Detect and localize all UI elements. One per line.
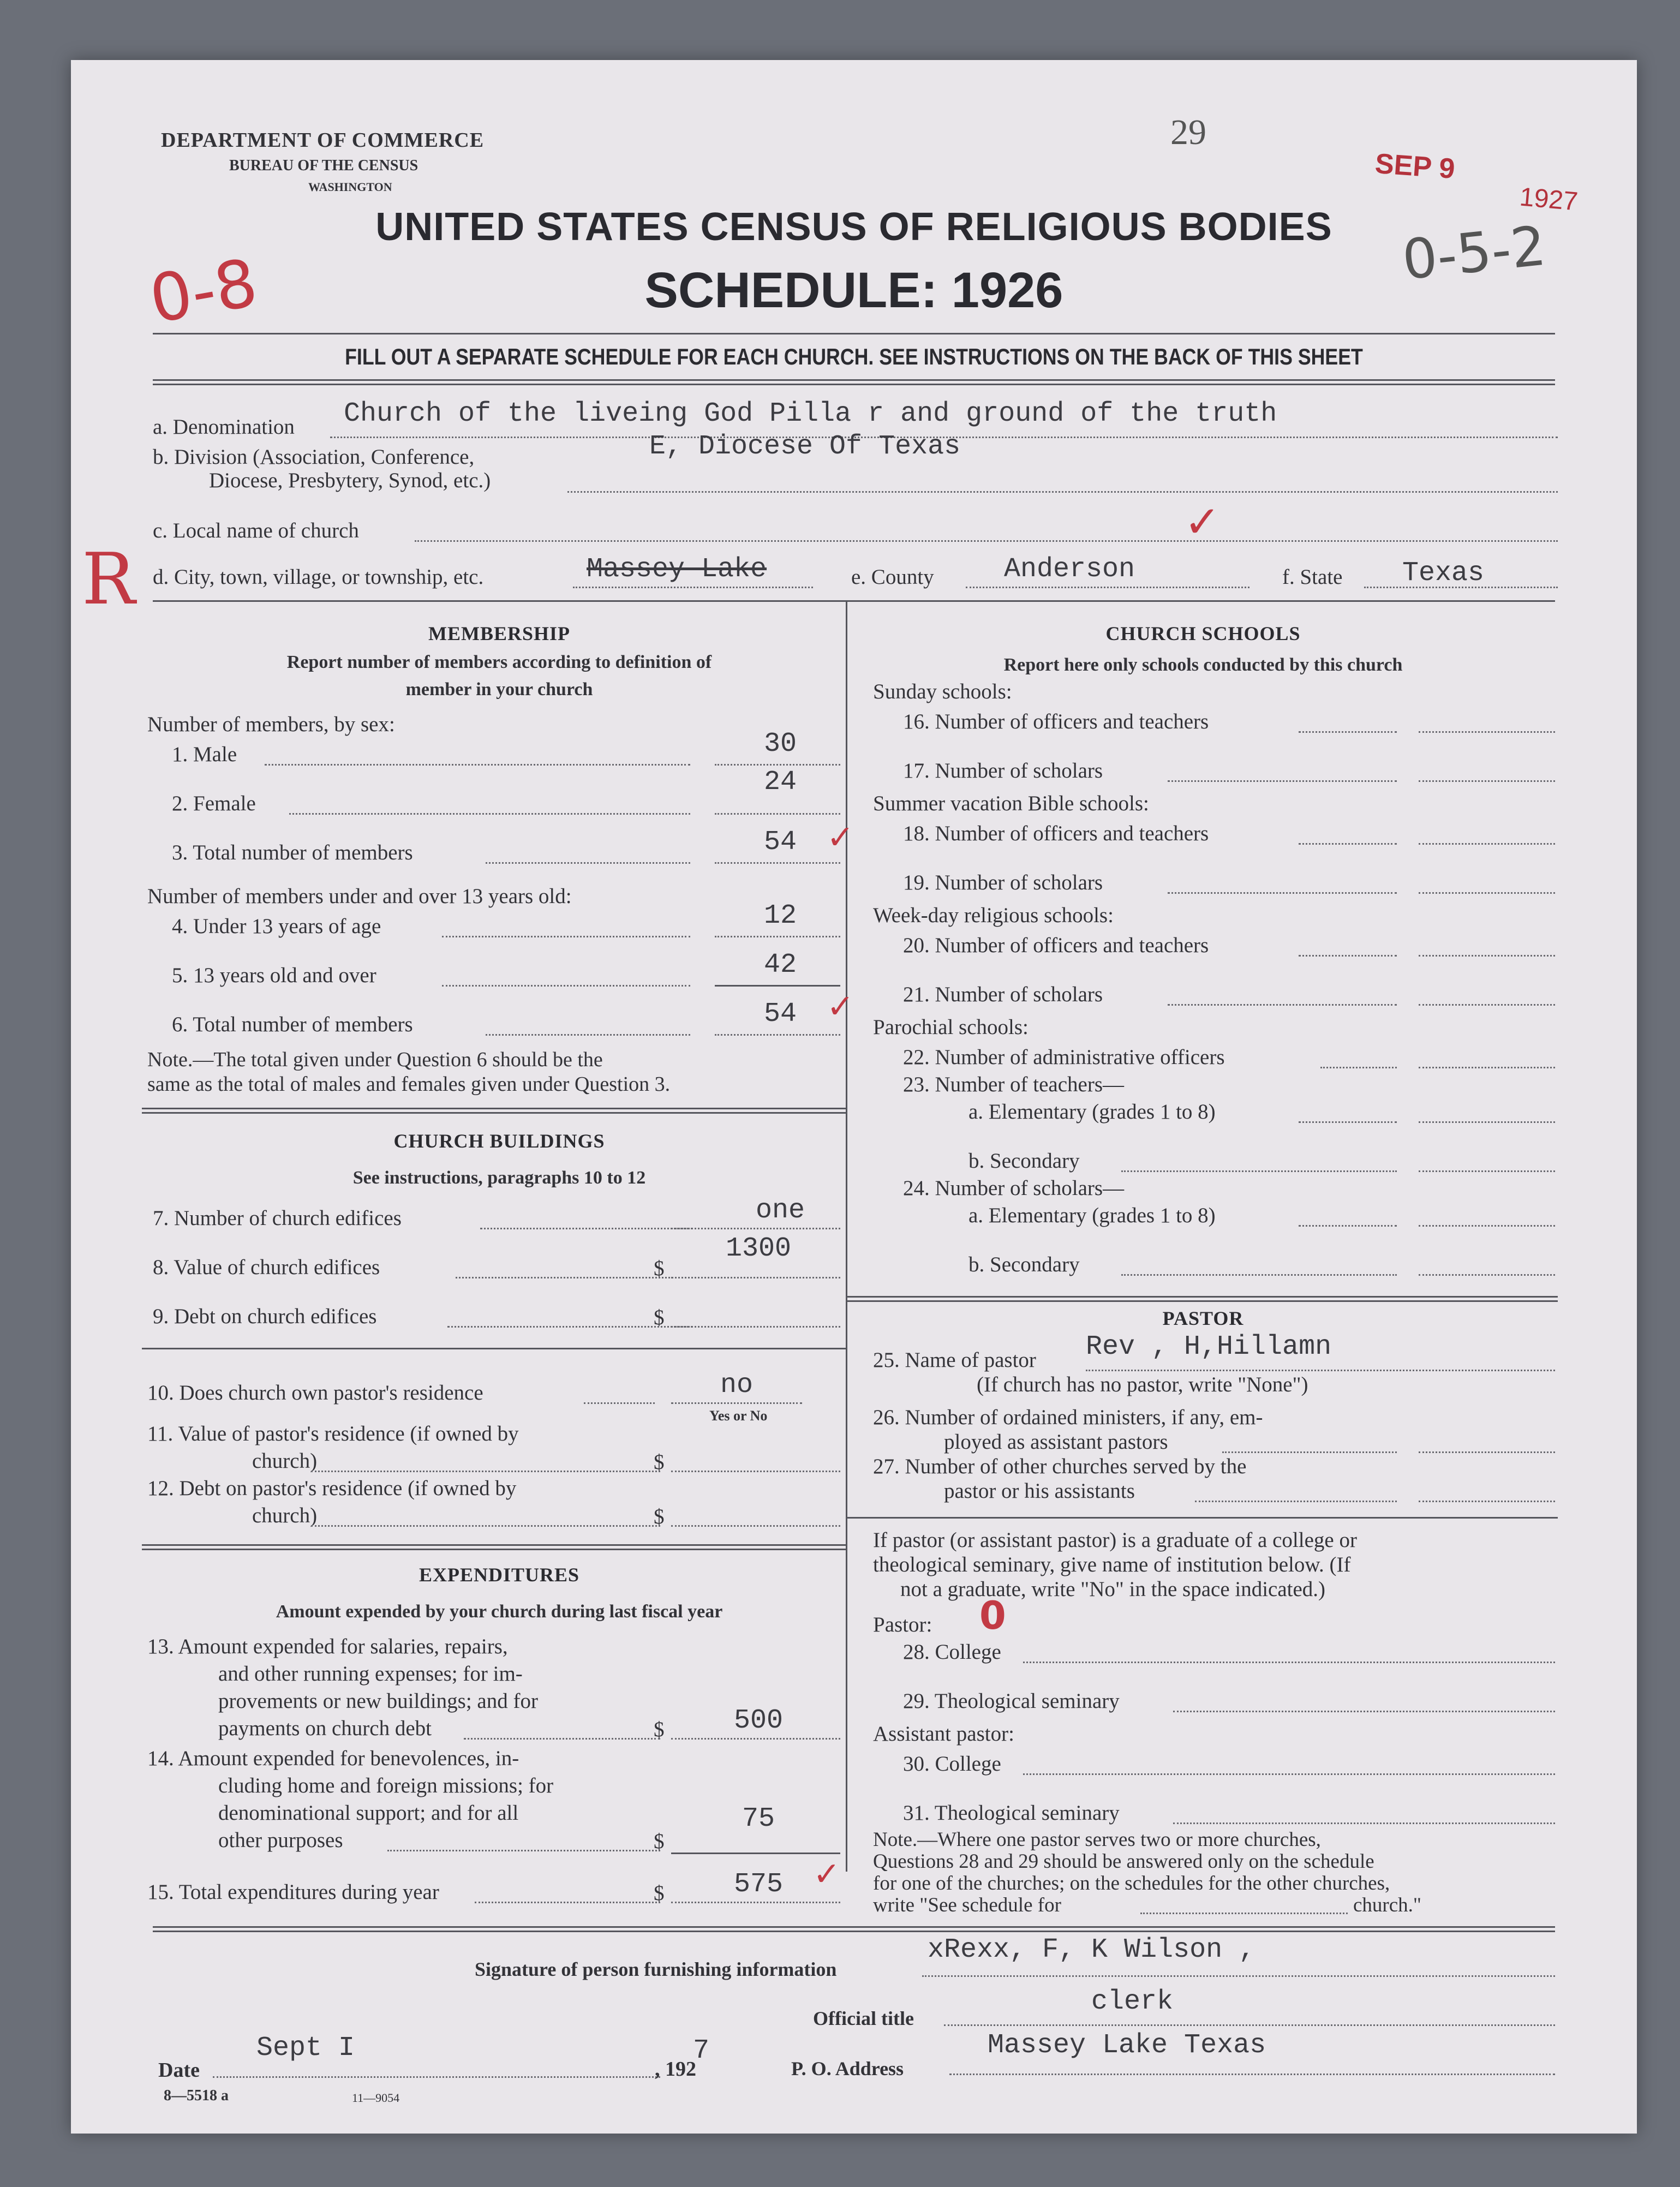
county-label: e. County — [851, 565, 934, 589]
q31-line — [1173, 1822, 1555, 1824]
schedule-title: SCHEDULE: 1926 — [644, 262, 1063, 318]
yes-no-hint: Yes or No — [709, 1408, 768, 1424]
q15-dollar: $ — [654, 1881, 665, 1905]
q20-answer-line — [1419, 955, 1555, 957]
denomination-value[interactable]: Church of the liveing God Pilla r and ground of the truth — [344, 398, 1277, 429]
pastor-heading: PASTOR — [1162, 1307, 1244, 1329]
q24a-line — [1299, 1225, 1397, 1227]
q24b-line — [1121, 1274, 1397, 1276]
q2-answer-line — [715, 813, 840, 815]
q22-line — [1320, 1067, 1397, 1068]
handwritten-zero: 0 — [979, 1593, 1006, 1638]
membership-sub1: Report number of members according to definition of — [286, 652, 712, 672]
q11-label: 11. Value of pastor's residence (if owned by — [147, 1422, 519, 1445]
membership-note-2: same as the total of males and females given under Question 3. — [147, 1073, 671, 1096]
q7-answer-line — [671, 1228, 840, 1229]
q5-label: 5. 13 years old and over — [172, 964, 376, 987]
q15-label: 15. Total expenditures during year — [147, 1880, 439, 1904]
schools-sub: Report here only schools conducted by this church — [1003, 655, 1403, 675]
signature-line — [922, 1975, 1555, 1977]
q14-dollar: $ — [654, 1830, 665, 1853]
city-value[interactable]: Massey Lake — [587, 554, 767, 585]
q17-label: 17. Number of scholars — [903, 759, 1103, 782]
membership-sub2: member in your church — [405, 679, 593, 700]
official-title-line — [944, 2024, 1555, 2026]
q9-dollar: $ — [654, 1306, 665, 1329]
q11-dollar: $ — [654, 1450, 665, 1474]
county-line — [966, 587, 1249, 588]
q28-line — [1023, 1662, 1555, 1663]
pastor-note-2: Questions 28 and 29 should be answered only on the schedule — [873, 1850, 1374, 1873]
q14-answer-line — [671, 1853, 840, 1854]
received-stamp-date: SEP 9 — [1374, 147, 1456, 186]
division-line — [567, 491, 1558, 493]
local-name-label: c. Local name of church — [153, 519, 359, 542]
q15-line — [475, 1902, 660, 1903]
q24-label: 24. Number of scholars— — [903, 1176, 1125, 1200]
summer-schools-label: Summer vacation Bible schools: — [873, 792, 1149, 815]
graduate-note-3: not a graduate, write "No" in the space indicated.) — [900, 1577, 1326, 1601]
state-line — [1364, 587, 1558, 588]
q9-answer-line — [671, 1326, 840, 1328]
q5-line — [442, 985, 690, 987]
q27-label: 27. Number of other churches served by the — [873, 1455, 1247, 1478]
q2-value[interactable]: 24 — [763, 767, 797, 798]
q17-line — [1168, 780, 1397, 782]
q16-answer-line — [1419, 731, 1555, 733]
q1-line — [265, 764, 690, 766]
q3-label: 3. Total number of members — [172, 841, 413, 864]
local-name-line — [415, 540, 1558, 542]
form-number: 8—5518 a — [164, 2087, 229, 2104]
divider — [142, 1348, 846, 1349]
q4-answer-line — [715, 936, 840, 937]
q15-answer-line — [671, 1902, 840, 1903]
divider — [153, 333, 1555, 334]
q7-value[interactable]: one — [755, 1195, 805, 1226]
year-prefix: , 192 — [655, 2058, 696, 2081]
q20-label: 20. Number of officers and teachers — [903, 934, 1209, 957]
instruction-line: FILL OUT A SEPARATE SCHEDULE FOR EACH CHURCH. SEE INSTRUCTIONS ON THE BACK OF THIS SHEET — [345, 344, 1363, 369]
q22-label: 22. Number of administrative officers — [903, 1045, 1225, 1069]
divider — [846, 1296, 1558, 1302]
q11-answer-line — [671, 1471, 840, 1472]
page-number: 29 — [1170, 112, 1206, 152]
members-by-age-label: Number of members under and over 13 years old: — [147, 885, 572, 908]
expenditures-heading: EXPENDITURES — [418, 1564, 580, 1586]
q10-answer-line — [671, 1402, 802, 1404]
q3-answer-line — [715, 862, 840, 864]
q31-label: 31. Theological seminary — [903, 1801, 1120, 1825]
dept-name: DEPARTMENT OF COMMERCE — [161, 129, 485, 152]
q15-value[interactable]: 575 — [733, 1869, 783, 1900]
q7-line — [480, 1228, 693, 1229]
check-mark: ✓ — [827, 818, 854, 857]
q13-label-3: provements or new buildings; and for — [218, 1689, 538, 1713]
q13-line — [464, 1738, 660, 1740]
pastor-note-1: Note.—Where one pastor serves two or more churches, — [873, 1829, 1321, 1851]
po-address-label: P. O. Address — [791, 2058, 904, 2080]
weekday-schools-label: Week-day religious schools: — [873, 904, 1114, 927]
q27-line — [1195, 1501, 1397, 1502]
assistant-section-label: Assistant pastor: — [873, 1722, 1014, 1746]
q7-label: 7. Number of church edifices — [153, 1206, 402, 1230]
buildings-heading: CHURCH BUILDINGS — [393, 1130, 605, 1152]
q23b-label: b. Secondary — [968, 1149, 1080, 1173]
form-number-2: 11—9054 — [352, 2091, 400, 2105]
q23b-line — [1121, 1170, 1397, 1172]
q10-line — [584, 1402, 655, 1404]
check-mark: ✓ — [1184, 497, 1221, 547]
q3-value[interactable]: 54 — [763, 827, 797, 858]
q1-answer-line — [715, 764, 840, 766]
q12-line — [311, 1525, 660, 1527]
q13-dollar: $ — [654, 1718, 665, 1741]
q10-value[interactable]: no — [720, 1370, 753, 1401]
q19-answer-line — [1419, 892, 1555, 894]
membership-heading: MEMBERSHIP — [428, 623, 570, 644]
q27-answer-line — [1419, 1501, 1555, 1502]
q23a-line — [1299, 1121, 1397, 1123]
buildings-sub: See instructions, paragraphs 10 to 12 — [352, 1168, 646, 1188]
divider — [846, 1517, 1558, 1519]
q24a-label: a. Elementary (grades 1 to 8) — [968, 1204, 1216, 1227]
q8-answer-line — [671, 1277, 840, 1278]
q23a-label: a. Elementary (grades 1 to 8) — [968, 1100, 1216, 1124]
signature-value[interactable]: xRexx, F, K Wilson , — [928, 1934, 1255, 1965]
q8-value[interactable]: 1300 — [725, 1233, 792, 1264]
q8-dollar: $ — [654, 1257, 665, 1280]
q26-answer-line — [1419, 1451, 1555, 1453]
q18-label: 18. Number of officers and teachers — [903, 822, 1209, 845]
q2-line — [289, 813, 690, 815]
q8-label: 8. Value of church edifices — [153, 1256, 380, 1279]
q11-label-2: church) — [252, 1449, 318, 1473]
q1-label: 1. Male — [172, 743, 237, 766]
q1-value[interactable]: 30 — [763, 728, 797, 760]
date-value[interactable]: Sept I — [256, 2033, 355, 2064]
division-label-2: Diocese, Presbytery, Synod, etc.) — [209, 469, 491, 492]
q14-value[interactable]: 75 — [742, 1803, 775, 1835]
q24a-answer-line — [1419, 1225, 1555, 1227]
city-line — [573, 587, 813, 588]
column-divider — [846, 600, 847, 1872]
schools-heading: CHURCH SCHOOLS — [1105, 623, 1301, 644]
q3-line — [486, 862, 690, 864]
q18-line — [1299, 843, 1397, 845]
q14-line — [387, 1850, 660, 1851]
q25-note: (If church has no pastor, write "None") — [977, 1373, 1308, 1396]
q21-answer-line — [1419, 1004, 1555, 1006]
q14-label-2: cluding home and foreign missions; for — [218, 1774, 554, 1797]
handwritten-code-right: 0-5-2 — [1399, 213, 1549, 292]
date-line — [213, 2076, 660, 2078]
q23b-answer-line — [1419, 1170, 1555, 1172]
q14-label-3: denominational support; and for all — [218, 1801, 519, 1825]
q22-answer-line — [1419, 1067, 1555, 1068]
q12-dollar: $ — [654, 1505, 665, 1528]
q24b-label: b. Secondary — [968, 1253, 1080, 1276]
divider — [153, 600, 1555, 602]
divider — [153, 379, 1555, 385]
po-address-line — [949, 2074, 1555, 2075]
date-label: Date — [158, 2059, 200, 2082]
divider — [142, 1544, 846, 1550]
q6-answer-line — [715, 1034, 840, 1036]
q9-label: 9. Debt on church edifices — [153, 1305, 377, 1328]
q26-label: 26. Number of ordained ministers, if any, em- — [873, 1406, 1263, 1429]
pastor-name-line — [1086, 1370, 1555, 1371]
q30-label: 30. College — [903, 1752, 1001, 1776]
parochial-schools-label: Parochial schools: — [873, 1015, 1029, 1039]
county-value[interactable]: Anderson — [1004, 554, 1135, 585]
sunday-schools-label: Sunday schools: — [873, 680, 1012, 703]
q27-label-2: pastor or his assistants — [944, 1479, 1135, 1503]
year-digit[interactable]: 7 — [693, 2035, 710, 2066]
graduate-note-2: theological seminary, give name of institution below. (If — [873, 1553, 1351, 1576]
check-mark: ✓ — [827, 988, 854, 1026]
pastor-name-value[interactable]: Rev , H,Hillamn — [1086, 1331, 1332, 1363]
q4-label: 4. Under 13 years of age — [172, 915, 381, 938]
division-label: b. Division (Association, Conference, — [153, 445, 475, 469]
received-stamp-year: 1927 — [1518, 182, 1579, 217]
form-title: UNITED STATES CENSUS OF RELIGIOUS BODIES — [375, 205, 1332, 249]
q18-answer-line — [1419, 843, 1555, 845]
check-mark: ✓ — [813, 1855, 841, 1893]
pastor-note-5: church." — [1353, 1894, 1422, 1916]
q24b-answer-line — [1419, 1274, 1555, 1276]
signature-label: Signature of person furnishing information — [475, 1958, 837, 1980]
official-title-label: Official title — [813, 2007, 914, 2029]
po-address-value[interactable]: Massey Lake Texas — [988, 2030, 1266, 2061]
expenditures-sub: Amount expended by your church during last fiscal year — [276, 1602, 723, 1622]
q20-line — [1299, 955, 1397, 957]
q25-label: 25. Name of pastor — [873, 1348, 1036, 1372]
q6-value[interactable]: 54 — [763, 999, 797, 1030]
state-value[interactable]: Texas — [1402, 558, 1485, 589]
q16-line — [1299, 731, 1397, 733]
bureau-name: BUREAU OF THE CENSUS — [229, 157, 418, 174]
q5-value[interactable]: 42 — [763, 949, 797, 981]
graduate-note-1: If pastor (or assistant pastor) is a graduate of a college or — [873, 1528, 1357, 1552]
q6-label: 6. Total number of members — [172, 1013, 413, 1036]
pastor-note-3: for one of the churches; on the schedules for the other churches, — [873, 1872, 1390, 1895]
city-label: d. City, town, village, or township, etc. — [153, 565, 484, 589]
division-value[interactable]: E, Diocese Of Texas — [649, 431, 961, 462]
q21-line — [1168, 1004, 1397, 1006]
q29-label: 29. Theological seminary — [903, 1689, 1120, 1713]
q17-answer-line — [1419, 780, 1555, 782]
handwritten-code-left: 0-8 — [144, 245, 263, 338]
state-label: f. State — [1282, 565, 1343, 589]
q12-label: 12. Debt on pastor's residence (if owned by — [147, 1477, 517, 1500]
q10-label: 10. Does church own pastor's residence — [147, 1381, 483, 1405]
q30-line — [1023, 1773, 1555, 1775]
q5-answer-line — [715, 985, 840, 987]
q26-label-2: ployed as assistant pastors — [944, 1430, 1168, 1454]
q11-line — [311, 1471, 660, 1472]
membership-note-1: Note.—The total given under Question 6 should be the — [147, 1048, 603, 1071]
denomination-label: a. Denomination — [153, 415, 295, 439]
divider — [142, 1108, 846, 1114]
pastor-section-label: Pastor: — [873, 1613, 932, 1636]
q14-label-4: other purposes — [218, 1829, 343, 1852]
q6-line — [486, 1034, 690, 1036]
q12-label-2: church) — [252, 1504, 318, 1527]
q19-label: 19. Number of scholars — [903, 871, 1103, 894]
q16-label: 16. Number of officers and teachers — [903, 710, 1209, 733]
q4-line — [442, 936, 690, 937]
q26-line — [1222, 1451, 1397, 1453]
q14-label-1: 14. Amount expended for benevolences, in- — [147, 1747, 519, 1770]
divider — [153, 1926, 1555, 1932]
handwritten-r: R — [82, 537, 135, 620]
official-title-value[interactable]: clerk — [1091, 1986, 1174, 2017]
q12-answer-line — [671, 1525, 840, 1527]
q13-label-4: payments on church debt — [218, 1717, 432, 1740]
q23a-answer-line — [1419, 1121, 1555, 1123]
q23-label: 23. Number of teachers— — [903, 1073, 1125, 1096]
pastor-note-4: write "See schedule for — [873, 1894, 1061, 1916]
q29-line — [1173, 1711, 1555, 1712]
q13-label-2: and other running expenses; for im- — [218, 1662, 523, 1686]
q13-answer-line — [671, 1738, 840, 1740]
q28-label: 28. College — [903, 1640, 1001, 1664]
bureau-city: WASHINGTON — [308, 180, 392, 194]
q13-value[interactable]: 500 — [733, 1705, 783, 1736]
q13-label-1: 13. Amount expended for salaries, repairs, — [147, 1635, 508, 1658]
q2-label: 2. Female — [172, 792, 256, 815]
q21-label: 21. Number of scholars — [903, 983, 1103, 1006]
members-by-sex-label: Number of members, by sex: — [147, 713, 395, 736]
pastor-note-line — [1140, 1913, 1348, 1914]
q19-line — [1168, 892, 1397, 894]
census-form-page — [71, 60, 1637, 2134]
q4-value[interactable]: 12 — [763, 900, 797, 931]
